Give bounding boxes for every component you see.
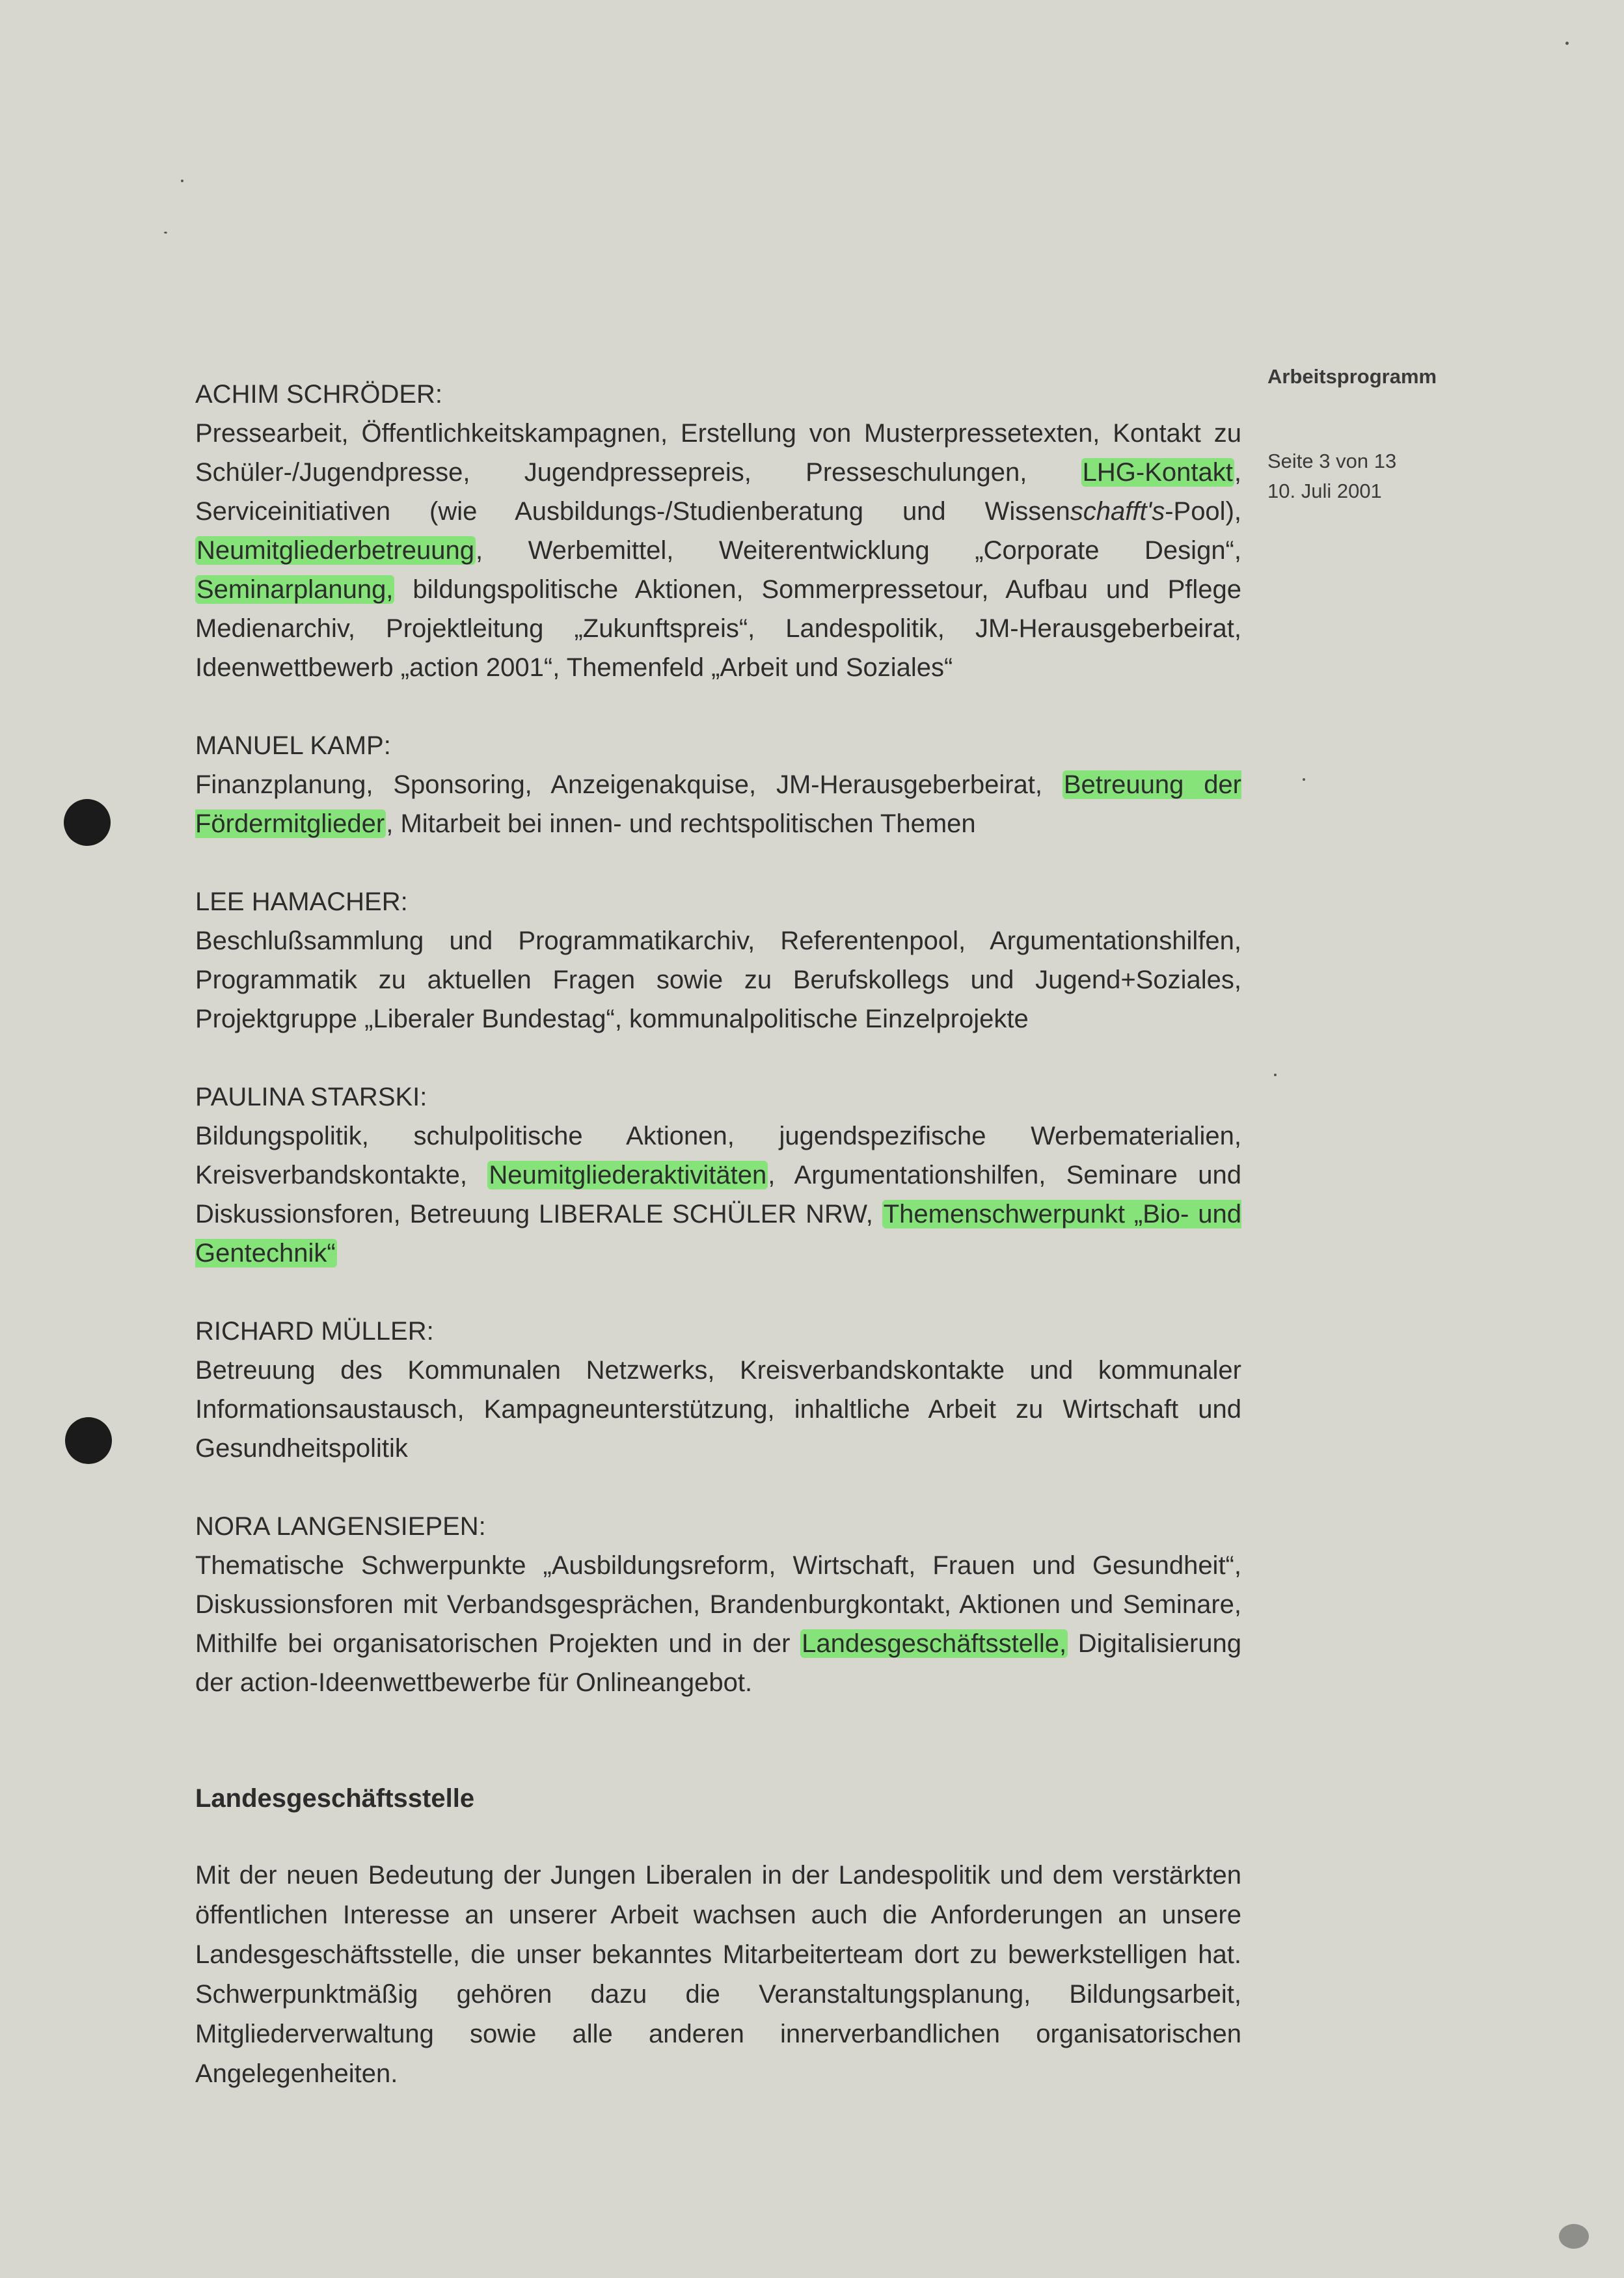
staff-entry: [195, 726, 1241, 843]
highlighted-text: Neumitgliederbetreuung: [196, 536, 474, 565]
staff-duties: [195, 1546, 1241, 1702]
punch-hole-top: [64, 799, 111, 846]
duty-text: , Werbemittel, Weiterentwicklung „Corporate Design“,: [475, 536, 1241, 565]
punch-hole-bottom: [65, 1417, 112, 1464]
staff-duties: [195, 765, 1241, 843]
staff-list: [195, 375, 1241, 1702]
staff-name: LEE HAMACHER:: [195, 888, 408, 916]
duty-text: Beschlußsammlung und Programmatikarchiv, Referentenpool, Argumentationshilfen, Programmatik zu aktuellen Fragen sowie zu Berufskollegs und Jugend+Soziales, Projektgruppe „Liberaler Bundestag“, kommunalpolitische Einzelprojekte: [195, 927, 1241, 1033]
staff-entry: [195, 1507, 1241, 1702]
section-title: Landesgeschäftsstelle: [195, 1784, 475, 1813]
page-number: Seite 3 von 13: [1267, 450, 1397, 472]
section-paragraph: Mit der neuen Bedeutung der Jungen Liberalen in der Landespolitik und dem verstärkten öffentlichen Interesse an unserer Arbeit wachsen auch die Anforderungen an unsere Landesgeschäftsstelle, die unser bekanntes Mitarbeiterteam dort zu bewerkstelligen hat. Schwerpunktmäßig gehören dazu die Veranstaltungsplanung, Bildungsarbeit, Mitgliederverwaltung sowie alle anderen innerverbandlichen organisatorischen Angelegenheiten.: [195, 1861, 1241, 2088]
duty-text: Betreuung des Kommunalen Netzwerks, Kreisverbandskontakte und kommunaler Informationsaustausch, Kampagneunterstützung, inhaltliche Arbeit zu Wirtschaft und Gesundheitspolitik: [195, 1356, 1241, 1463]
main-text: [195, 375, 1241, 2094]
page-meta: [1267, 362, 1476, 506]
staff-duties: [195, 414, 1241, 687]
duty-text: , Serviceinitiativen (wie Ausbildungs-/Studienberatung und Wissen: [195, 458, 1241, 526]
staff-entry: [195, 1078, 1241, 1273]
staff-entry: [195, 1312, 1241, 1468]
duty-text: Digitalisierung der action-Ideenwettbewerbe für Onlineangebot.: [195, 1629, 1242, 1697]
duty-text: Finanzplanung, Sponsoring, Anzeigenakquise, JM-Herausgeberbeirat,: [195, 770, 1062, 799]
duty-text: Pressearbeit, Öffentlichkeitskampagnen, Erstellung von Musterpressetexten, Kontakt zu Schüler-/Jugendpresse, Jugendpressepreis, Presseschulungen,: [195, 419, 1241, 487]
scan-speck: [1303, 778, 1305, 781]
duty-text: -Pool),: [1165, 497, 1241, 526]
duty-text: schafft's: [1070, 497, 1165, 526]
staff-entry: [195, 375, 1241, 687]
highlighted-text: Neumitgliederaktivitäten: [489, 1161, 767, 1189]
scan-speck: [1565, 42, 1569, 45]
staff-name: PAULINA STARSKI:: [195, 1083, 427, 1111]
staff-name: MANUEL KAMP:: [195, 731, 391, 760]
staff-duties: [195, 1351, 1241, 1468]
highlighted-text: Seminarplanung,: [196, 575, 394, 604]
duty-text: Thematische Schwerpunkte „Ausbildungsreform, Wirtschaft, Frauen und Gesundheit“, Diskussionsforen mit Verbandsgesprächen, Brandenburgkontakt, Aktionen und Seminare, Mithilfe bei organisatorischen Projekten und in der: [195, 1551, 1241, 1658]
staff-name: NORA LANGENSIEPEN:: [195, 1512, 486, 1541]
duty-text: , Mitarbeit bei innen- und rechtspolitischen Themen: [386, 809, 976, 838]
highlighted-text: Betreuung der Fördermitglieder: [195, 770, 1242, 838]
staff-name: RICHARD MÜLLER:: [195, 1317, 434, 1346]
scan-speck: [181, 180, 183, 182]
highlighted-text: Themenschwerpunkt „Bio- und Gentechnik“: [195, 1200, 1241, 1268]
highlighted-text: LHG-Kontakt: [1082, 458, 1233, 487]
scan-speck: [164, 232, 167, 234]
highlighted-text: Landesgeschäftsstelle,: [802, 1629, 1067, 1658]
document-date: 10. Juli 2001: [1267, 480, 1382, 502]
staff-duties: [195, 1117, 1241, 1273]
staff-duties: [195, 921, 1241, 1038]
scan-speck: [1559, 2224, 1589, 2249]
staff-entry: [195, 882, 1241, 1038]
staff-name: ACHIM SCHRÖDER:: [195, 380, 443, 409]
duty-text: Bildungspolitik, schulpolitische Aktionen, jugendspezifische Werbematerialien, Kreisverbandskontakte,: [195, 1122, 1241, 1189]
scan-speck: [1274, 1074, 1277, 1076]
duty-text: , Argumentationshilfen, Seminare und Diskussionsforen, Betreuung LIBERALE SCHÜLER NRW,: [195, 1161, 1241, 1228]
document-title: Arbeitsprogramm: [1267, 365, 1437, 388]
duty-text: bildungspolitische Aktionen, Sommerpressetour, Aufbau und Pflege Medienarchiv, Projektleitung „Zukunftspreis“, Landespolitik, JM-Herausgeberbeirat, Ideenwettbewerb „action 2001“, Themenfeld „Arbeit und Soziales“: [195, 575, 1241, 682]
